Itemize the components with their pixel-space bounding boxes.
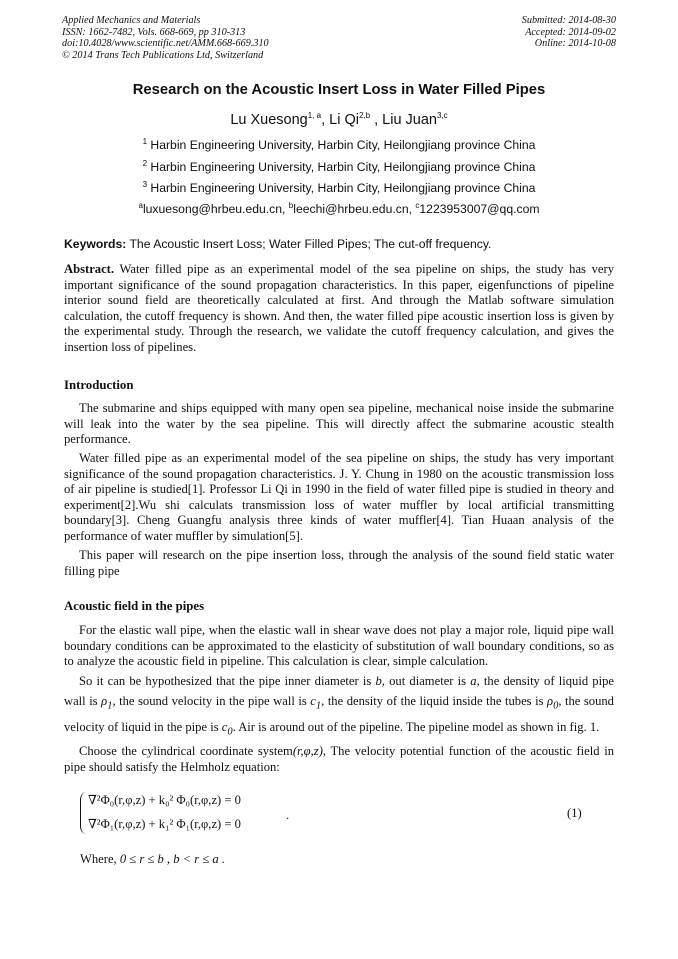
accepted-date: Accepted: 2014-09-02 xyxy=(525,26,616,38)
acoustic-paragraph-2 xyxy=(64,671,614,742)
text-run: So it can be hypothesized that the pipe inner diameter is xyxy=(79,674,376,688)
keywords-text: The Acoustic Insert Loss; Water Filled Pipes; The cut-off frequency. xyxy=(126,237,492,251)
email-sup: c xyxy=(415,200,420,210)
equation-line-2: ∇²Φ₁(r,φ,z) + k₁² Φ₁(r,φ,z) = 0 xyxy=(88,817,241,831)
math-a: a xyxy=(470,674,477,688)
email-link[interactable]: leechi@hrbeu.edu.cn, xyxy=(293,202,416,216)
author-name: Lu Xuesong xyxy=(230,112,308,128)
math-rho0 xyxy=(547,694,559,712)
math-subscript: 0 xyxy=(227,726,233,738)
math-subscript: 1 xyxy=(107,700,113,712)
math-subscript: 0 xyxy=(553,700,559,712)
text-run: , The velocity potential function of the acoustic field in pipe should satisfy the Helmholz equation: xyxy=(64,744,615,774)
email-link[interactable]: luxuesong@hrbeu.edu.cn, xyxy=(142,202,289,216)
math-c0 xyxy=(221,719,233,738)
email-list xyxy=(0,202,678,216)
affiliation-sup: 2 xyxy=(142,158,148,168)
paper-title: Research on the Acoustic Insert Loss in Water Filled Pipes xyxy=(132,82,546,98)
affiliation-3 xyxy=(0,181,678,195)
journal-name: Applied Mechanics and Materials xyxy=(62,15,201,26)
acoustic-paragraph-3 xyxy=(64,744,614,775)
journal-header-left xyxy=(62,15,269,61)
math-coordinates: (r,φ,z) xyxy=(292,744,323,758)
affiliation-2 xyxy=(0,160,678,174)
affiliation-text: Harbin Engineering University, Harbin City, Heilongjiang province China xyxy=(150,181,536,195)
affiliation-sup: 3 xyxy=(142,179,148,189)
math-symbol: ρ xyxy=(101,694,108,708)
section-heading-introduction: Introduction xyxy=(64,378,134,392)
equation-number: (1) xyxy=(567,806,582,820)
author-name: Liu Juan xyxy=(382,112,437,128)
author-list: Lu Xuesong$^{1, a}$, Li Qi$^{2,b}$ , Liu Juan$^{3,c}$ xyxy=(230,111,448,128)
email-link[interactable]: 1223953007@qq.com xyxy=(419,202,540,216)
section-heading-acoustic-field: Acoustic field in the pipes xyxy=(64,599,205,613)
where-label: Where, xyxy=(80,852,120,866)
math-symbol: ρ xyxy=(547,694,554,708)
email-sup: a xyxy=(138,200,143,210)
intro-paragraph-2: Water filled pipe as an experimental model of the sea pipeline on ships, the study has very important significance of the sound propagation characteristics. J. Y. Chung in 1980 on the acoustic transmission loss of air pipeline is studied[1]. Professor Li Qi in 1990 in the field of water filled pipe is studied in theory and experiment[2].Wu shi calculats transmission loss of water muffler by local artificial transmitting boundary[3]. Cheng Guangfu analysis three kinds of water muffler[4]. Tian Huaan analysis of the performance of water muffler by simulation[5]. xyxy=(64,451,614,543)
journal-copyright: © 2014 Trans Tech Publications Ltd, Switzerland xyxy=(62,49,264,61)
journal-issn: ISSN: 1662-7482, Vols. 668-669, pp 310-313 xyxy=(62,26,246,38)
text-run: , the sound velocity of liquid in the pipe is xyxy=(64,694,614,734)
equation-where xyxy=(80,852,225,867)
text-run: , out diameter is xyxy=(381,674,471,688)
online-date: Online: 2014-10-08 xyxy=(534,38,616,50)
text-run: , the density of the liquid inside the tubes is xyxy=(321,694,548,708)
equation-brace xyxy=(80,792,87,834)
abstract xyxy=(64,262,614,356)
journal-header-right xyxy=(522,15,616,50)
affiliation-1 xyxy=(0,138,678,152)
math-symbol: c xyxy=(221,719,228,734)
math-subscript: 1 xyxy=(315,700,322,712)
text-run: . Air is around out of the pipeline. The pipeline model as shown in fig. 1. xyxy=(232,719,600,734)
affiliation-text: Harbin Engineering University, Harbin City, Heilongjiang province China xyxy=(150,138,536,152)
equation-line-1: ∇²Φ₀(r,φ,z) + k₀² Φ₀(r,φ,z) = 0 xyxy=(88,793,241,807)
intro-paragraph-3: This paper will research on the pipe insertion loss, through the analysis of the sound field static water filling pipe xyxy=(64,548,614,578)
author-name: Li Qi xyxy=(329,112,359,128)
equation-trailing: . xyxy=(286,808,290,822)
acoustic-paragraph-1: For the elastic wall pipe, when the elastic wall in shear wave does not play a major role, liquid pipe wall boundary conditions can be approximated to the elasticity of substitution of wall boundary conditions, so as to analyze the acoustic field in pipeline. This calculation is clear, simple calculation. xyxy=(64,623,614,669)
math-b: b xyxy=(375,674,382,688)
math-symbol: c xyxy=(310,694,316,708)
math-c1 xyxy=(310,694,322,712)
intro-paragraph-1: The submarine and ships equipped with many open sea pipeline, mechanical noise inside the submarine will leak into the water by the sea pipeline. This will directly affect the submarine acoustic stealth performance. xyxy=(64,401,614,447)
text-run: , the density of liquid pipe wall is xyxy=(64,674,614,708)
keywords xyxy=(64,237,616,251)
helmholtz-equation xyxy=(80,792,300,836)
affiliation-sup: 1 xyxy=(142,136,148,146)
author-sup: 2,b xyxy=(358,111,371,121)
math-rho1 xyxy=(101,694,113,712)
text-run: , the sound velocity in the pipe wall is xyxy=(112,694,311,708)
affiliation-text: Harbin Engineering University, Harbin City, Heilongjiang province China xyxy=(150,160,536,174)
author-sup: 1, a xyxy=(307,111,322,121)
submitted-date: Submitted: 2014-08-30 xyxy=(521,15,616,26)
where-expression: 0 ≤ r ≤ b , b < r ≤ a . xyxy=(119,852,226,866)
author-sup: 3,c xyxy=(437,111,448,121)
email-sup: b xyxy=(288,200,294,210)
keywords-label: Keywords: xyxy=(64,237,127,251)
text-run: Choose the cylindrical coordinate system xyxy=(79,744,293,758)
abstract-label: Abstract. xyxy=(64,262,115,276)
journal-doi: doi:10.4028/www.scientific.net/AMM.668-669.310 xyxy=(62,38,269,50)
abstract-text: Water filled pipe as an experimental model of the sea pipeline on ships, the study has very important significance of the sound propagation characteristics. In this paper, eigenfunctions of pipeline interior sound field are theoretically calculated at first. And through the Matlab software simulation calculation, the cutoff frequency is shown. And then, the water filled pipe acoustic insertion loss is given by the experimental study. Through the research, we validate the cutoff frequency calculation, and gives the insertion loss of pipelines. xyxy=(64,262,614,354)
